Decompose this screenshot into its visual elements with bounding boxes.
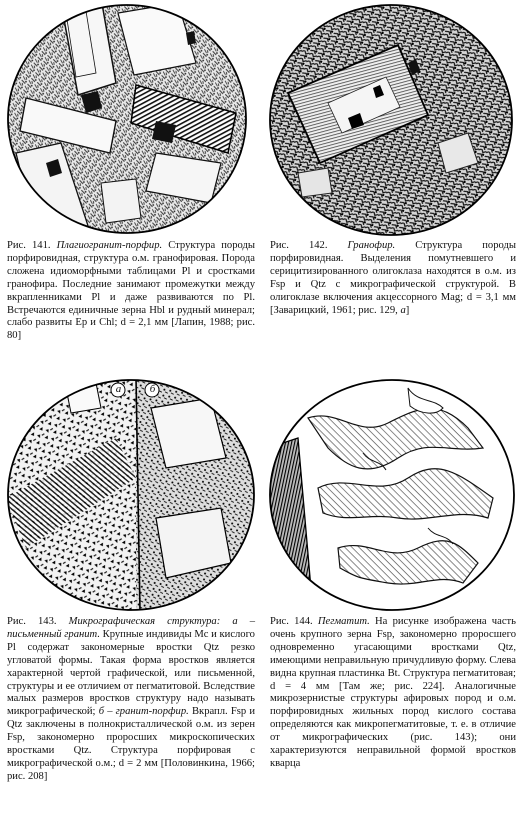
caption-144 [270,616,516,771]
micrograph-144-image [268,378,516,612]
micrograph-143 [6,378,256,612]
label-b: б [149,383,156,395]
caption-text: ] [405,304,410,316]
micrograph-143-image [6,378,256,612]
caption-title: б – гранит-порфир. [98,706,189,718]
caption-141 [7,240,255,343]
caption-143 [7,616,255,784]
caption-title: Гранофир. [347,240,396,251]
micrograph-141 [6,3,248,235]
caption-text: Вкрапл. Fsp и Qtz заключены в полнокристаллической о.м. из зерен Fsp, закономерно проросших микроскопических вростками Qtz. Структура порфировая с микрографической о.м.; d = 2 мм [Половинкина, 1966; рис. 208] [7,706,255,782]
caption-text: Рис. 141. [7,240,57,251]
micrograph-144 [268,378,516,612]
caption-text: Крупные индивиды Mc и кислого Pl содержат закономерные вростки Qtz резко угловатой формы. Такая форма вростков является характерной чертой графической, или письменной, структуры и ее отличием от пегматитовой. Вследствие малых размеров вростков структуру надо называть микрографической; [7,628,255,718]
caption-title: Пегматит. [317,616,370,627]
caption-text: Рис. 142. [270,240,348,251]
caption-title: Микрографическая структура: а – письменный гранит. [7,616,256,640]
label-a: а [115,383,122,395]
micrograph-142 [268,3,514,237]
caption-title: а [400,304,406,316]
caption-title: Плагиогранит-порфир. [56,240,163,251]
caption-text: На рисунке изображена часть очень крупного зерна Fsp, закономерно проросшего одновременно угасающими вростками Qtz, имеющими неправильную причудливую форму. Слева видна крупная пластинка Bt. Структура пегматитовая; d = 4 мм [Там же; рис. 224]. Аналогичные микрозернистые структуры афировых пород и о.м. порфировидных жильных пород кислого состава определяются как микропегматитовые, т. е. в отличие от микрографических (рис. 143); они характеризуются неправильной формой вростков кварца [270,616,516,769]
micrograph-141-image [6,3,248,235]
micrograph-142-image [268,3,514,237]
caption-text: Рис. 143. [7,616,69,627]
caption-text: Структура породы порфировидная. Выделения помутневшего и серицитизированного олигоклаза находятся в о.м. из Fsp и Qtz с микрографической структурой. В олигоклазе включения акцессорного Mag; d = 3,1 мм [Заварицкий, 1961; рис. 129, [270,240,516,316]
caption-142 [270,240,516,317]
caption-text: Рис. 144. [270,616,318,627]
caption-text: Структура породы порфировидная, структура о.м. гранофировая. Порода сложена идиоморфными таблицами Pl и сростками гранофира. Последние занимают промежутки между вкрапленниками Pl и даже развиваются по Pl. Встречаются единичные зерна Hbl и рудный минерал; слабо развиты Ep и Chl; d = 2,1 мм [Лапин, 1988; рис. 80] [7,240,255,342]
